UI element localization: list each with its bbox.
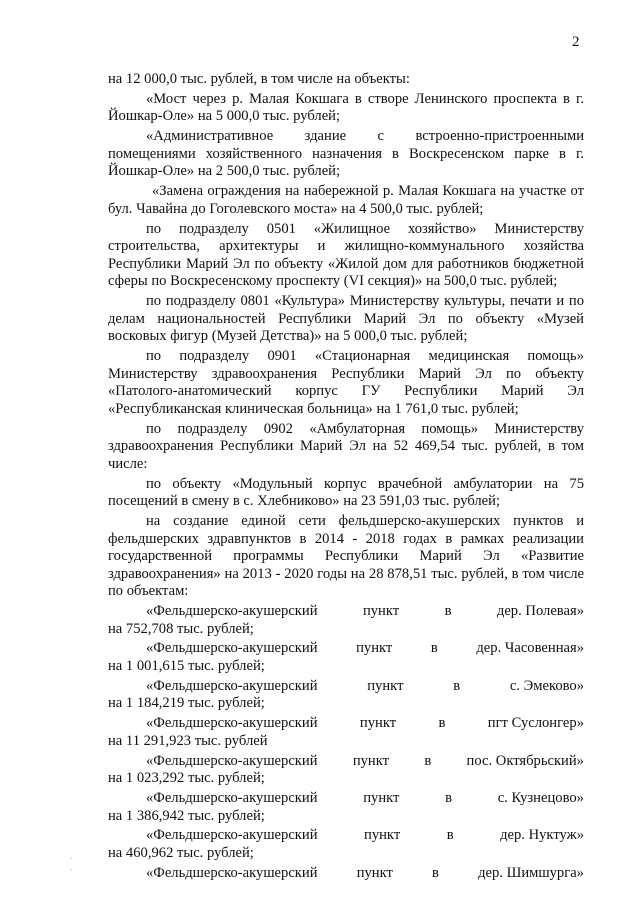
object-amount: на 1 001,615 тыс. рублей; <box>108 658 265 675</box>
object-word: пункт <box>356 864 393 881</box>
object-type: «Фельдшерско-акушерский <box>146 640 318 657</box>
list-item <box>108 753 584 788</box>
paragraph: по подразделу 0902 «Амбулаторная помощь» Министерству здравоохранения Республики Марий Эл на 52 469,54 тыс. рублей, в том числе: <box>108 420 584 472</box>
object-preposition: в <box>453 677 461 694</box>
object-preposition: в <box>446 827 454 844</box>
object-type: «Фельдшерско-акушерский <box>146 715 318 732</box>
paragraph: по объекту «Модульный корпус врачебной амбулатории на 75 посещений в смену в с. Хлебниково» на 23 591,03 тыс. рублей; <box>108 475 584 510</box>
list-item <box>108 640 584 675</box>
paragraph: «Мост через р. Малая Кокшага в створе Ленинского проспекта в г. Йошкар-Оле» на 5 000,0 тыс. рублей; <box>108 90 584 125</box>
paragraph: по подразделу 0801 «Культура» Министерству культуры, печати и по делам национальностей Республики Марий Эл по объекту «Музей восковых фигур (Музей Детства)» на 5 000,0 тыс. рублей; <box>108 293 584 345</box>
object-preposition: в <box>424 752 432 769</box>
object-preposition: в <box>430 640 438 657</box>
object-preposition: в <box>444 603 452 620</box>
object-word: пункт <box>362 603 400 620</box>
document-body <box>108 71 584 885</box>
object-location: дер. Полевая» <box>496 603 584 620</box>
object-amount: на 1 184,219 тыс. рублей; <box>108 695 265 712</box>
object-location: пгт Суслонгер» <box>487 715 584 732</box>
paragraph: «Административное здание с встроенно-пристроенными помещениями хозяйственного назначения в Воскресенском парке в г. Йошкар-Оле» на 2 500,0 тыс. рублей; <box>108 128 584 180</box>
object-location: пос. Октябрьский» <box>466 752 584 769</box>
object-word: пункт <box>352 752 390 769</box>
object-type: «Фельдшерско-акушерский <box>146 677 318 694</box>
object-location: дер. Шимшурга» <box>478 864 584 881</box>
object-amount: на 752,708 тыс. рублей; <box>108 620 254 637</box>
object-word: пункт <box>367 677 404 694</box>
object-word: пункт <box>356 640 393 657</box>
list-item <box>108 827 584 862</box>
object-preposition: в <box>438 715 446 732</box>
object-type: «Фельдшерско-акушерский <box>146 752 318 769</box>
list-item <box>108 603 584 638</box>
paragraph: на 12 000,0 тыс. рублей, в том числе на объекты: <box>108 71 410 87</box>
scan-mark: · <box>70 855 73 863</box>
object-location: дер. Часовенная» <box>476 640 584 657</box>
object-type: «Фельдшерско-акушерский <box>146 603 318 620</box>
object-preposition: в <box>445 789 453 806</box>
paragraph: по подразделу 0501 «Жилищное хозяйство» Министерству строительства, архитектуры и жилищно-коммунального хозяйства Республики Марий Эл по объекту «Жилой дом для работников бюджетной сферы по Воскресенскому проспекту (VI секция)» на 500,0 тыс. рублей; <box>108 220 584 290</box>
list-item <box>108 678 584 713</box>
object-type: «Фельдшерско-акушерский <box>146 827 318 844</box>
paragraph: по подразделу 0901 «Стационарная медицинская помощь» Министерству здравоохранения Республики Марий Эл по объекту «Патолого-анатомический корпус ГУ Республики Марий Эл «Республиканская клиническая больница» на 1 761,0 тыс. рублей; <box>108 348 584 417</box>
list-item <box>108 790 584 825</box>
paragraph: «Замена ограждения на набережной р. Малая Кокшага на участке от бул. Чавайна до Гоголевского моста» на 4 500,0 тыс. рублей; <box>108 183 584 217</box>
object-preposition: в <box>432 864 439 881</box>
list-item <box>108 715 584 750</box>
object-type: «Фельдшерско-акушерский <box>146 789 318 806</box>
object-location: с. Эмеково» <box>509 677 584 694</box>
object-type: «Фельдшерско-акушерский <box>146 864 318 881</box>
object-word: пункт <box>363 789 400 806</box>
object-amount: на 460,962 тыс. рублей; <box>108 844 254 861</box>
page-number: 2 <box>572 34 580 50</box>
scan-mark: · <box>70 866 73 874</box>
object-amount: на 11 291,923 тыс. рублей <box>108 732 268 749</box>
object-location: с. Кузнецово» <box>497 789 584 806</box>
object-amount: на 1 023,292 тыс. рублей; <box>108 770 265 787</box>
object-amount: на 1 386,942 тыс. рублей; <box>108 807 265 824</box>
object-location: дер. Нуктуж» <box>500 827 584 844</box>
object-word: пункт <box>364 827 401 844</box>
paragraph: на создание единой сети фельдшерско-акушерских пунктов и фельдшерских здравпунктов в 2014 - 2018 годах в рамках реализации государственной программы Республики Марий Эл «Развитие здравоохранения» на 2013 - 2020 годы на 28 878,51 тыс. рублей, в том числе по объектам: <box>108 512 584 600</box>
object-word: пункт <box>359 715 397 732</box>
list-item <box>108 865 584 883</box>
